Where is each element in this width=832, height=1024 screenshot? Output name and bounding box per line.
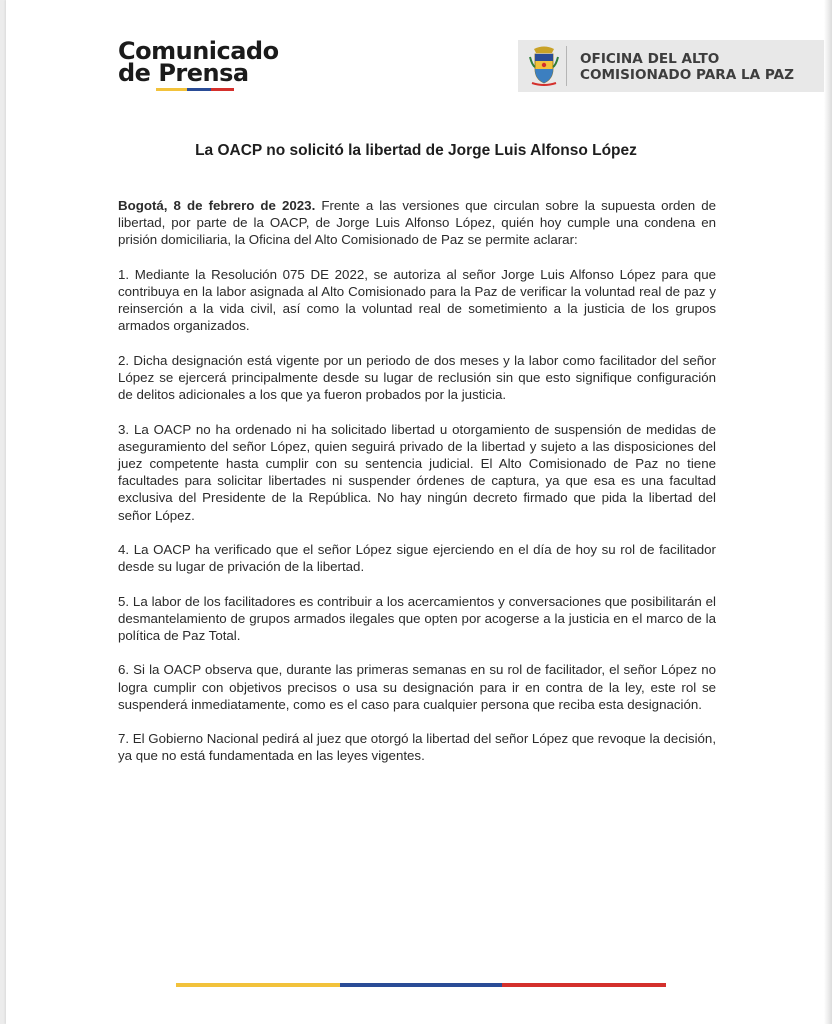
tricolor-blue [187,88,210,91]
comunicado-de-prensa-logo [118,37,279,87]
banner-divider [566,46,567,86]
paragraph-7: 7. El Gobierno Nacional pedirá al juez que otorgó la libertad del señor López que revoque la decisión, ya que no está fundamentada en las leyes vigentes. [118,731,717,764]
footer-yellow [176,983,340,987]
intro-text: Frente a las versiones que circulan sobre la supuesta orden de libertad, por parte de la OACP, de Jorge Luis Alfonso López, quién hoy cumple una condena en prisión domiciliaria, la Oficina del Alto Comisionado de Paz se permite aclarar: [118,198,716,248]
logo-line-2: de Prensa [118,59,249,87]
page-edge-shadow [824,0,832,1024]
tricolor-red [211,88,234,91]
footer-tricolor-bar [176,983,666,987]
paragraph-1: 1. Mediante la Resolución 075 DE 2022, se autoriza al señor Jorge Luis Alfonso López para que contribuya en la labor asignada al Alto Comisionado para la Paz de verificar la voluntad real de paz y reinserción a la vida civil, así como la voluntad real de sometimiento a la justicia de los grupos armados organizados. [118,266,716,334]
oficina-line-2: COMISIONADO PARA LA PAZ [580,67,794,83]
document-title: La OACP no solicitó la libertad de Jorge Luis Alfonso López [195,142,637,159]
paragraph-4: 4. La OACP ha verificado que el señor López sigue ejerciendo en el día de hoy su rol de facilitador desde su lugar de privación de la libertad. [118,542,716,575]
document-page [6,0,832,1024]
paragraph-5: 5. La labor de los facilitadores es contribuir a los acercamientos y conversaciones que posibilitarán el desmantelamiento de grupos armados ilegales que opten por acogerse a la justicia en el marco de la política de Paz Total. [118,593,716,643]
oficina-name [580,51,794,83]
logo-tricolor-bar [156,88,234,91]
paragraph-2: 2. Dicha designación está vigente por un periodo de dos meses y la labor como facilitador del señor López se ejercerá principalmente desde su lugar de reclusión sin que esto signifique configuración de delitos adicionales a los que ya fueron probados por la justicia. [118,352,716,403]
document-body [118,197,716,765]
paragraph-6: 6. Si la OACP observa que, durante las primeras semanas en su rol de facilitador, el señor López no logra cumplir con objetivos precisos o usa su designación para ir en contra de la ley, este rol se suspenderá inmediatamente, como es el caso para cualquier persona que reciba esta designación. [118,662,716,712]
oficina-line-1: OFICINA DEL ALTO [580,51,720,67]
footer-blue [340,983,503,987]
colombia-coat-of-arms-icon [528,45,560,87]
intro-dateline: Bogotá, 8 de febrero de 2023. [118,198,316,213]
paragraph-3: 3. La OACP no ha ordenado ni ha solicitado libertad u otorgamiento de suspensión de medidas de aseguramiento del señor López, quien seguirá privado de la libertad y sujeto a las disposiciones del juez competente hasta cumplir con su sentencia judicial. El Alto Comisionado de Paz no tiene facultades para solicitar libertades ni suspender órdenes de captura, ya que esa es una facultad exclusiva del Presidente de la República. No hay ningún decreto firmado que pida la libertad del señor López. [118,421,716,523]
oficina-alto-comisionado-banner [518,40,826,92]
logo-line-1: Comunicado [118,37,279,65]
tricolor-yellow [156,88,187,91]
footer-red [502,983,666,987]
intro-paragraph [118,197,716,249]
